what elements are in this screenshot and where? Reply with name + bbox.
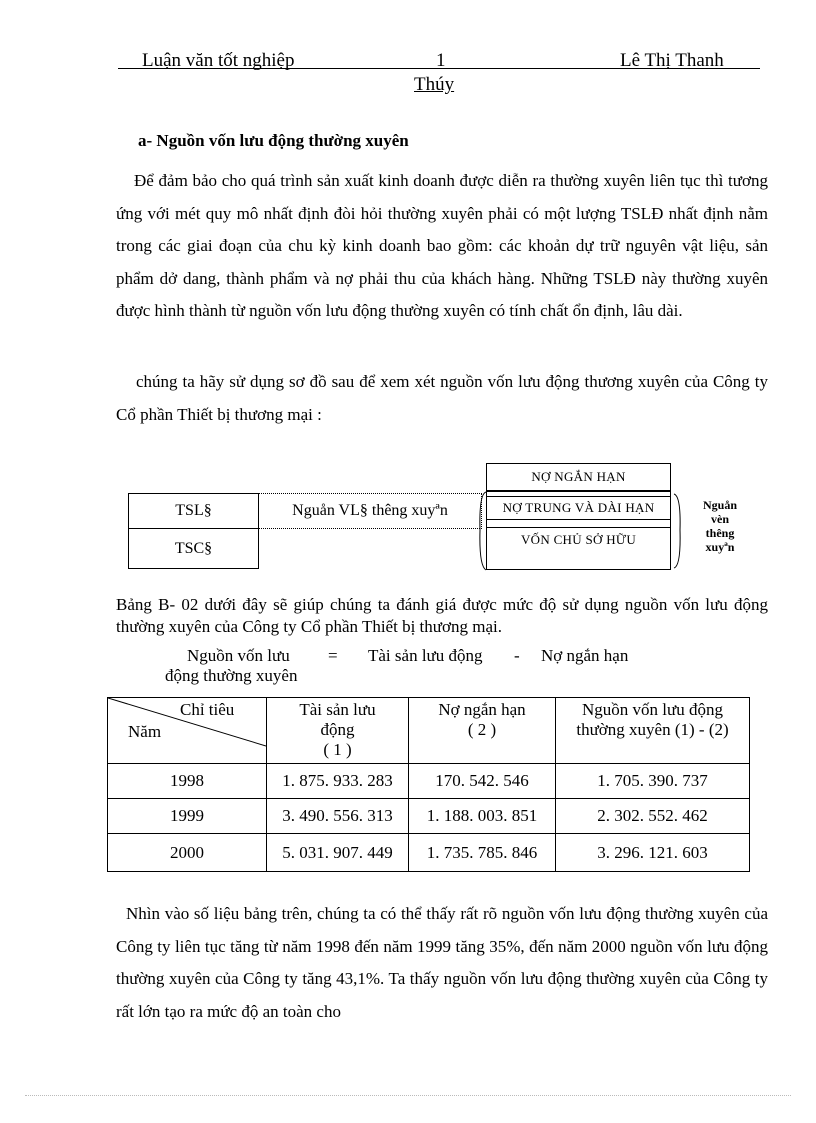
page-number: 1 [436,50,446,71]
box-middle: Nguån VL§ thêng xuyªn [258,493,482,529]
right-brace-icon [672,492,684,570]
formula-lhs-1: Nguồn vốn lưu [187,646,290,665]
side-label: Nguån vèn thêng xuyªn [702,498,737,554]
table-row: 1999 3. 490. 556. 313 1. 188. 003. 851 2. 302. 552. 462 [108,799,750,834]
box-long-debt: NỢ TRUNG VÀ DÀI HẠN [486,496,671,520]
corner-cell: Chỉ tiêu Năm [108,698,267,764]
header-rule [118,68,760,69]
box-tsl: TSL§ [128,493,259,529]
table-header-row [108,698,750,764]
formula-equals: = [328,646,338,665]
col-header-3: Nguồn vốn lưu động thường xuyên (1) - (2) [556,698,750,764]
box-equity: VỐN CHỦ SỞ HỮU [486,527,671,551]
header-right: Lê Thị Thanh [620,50,724,71]
formula-term2: Nợ ngắn hạn [541,646,629,665]
paragraph-1: Để đảm bảo cho quá trình sản xuất kinh doanh được diễn ra thường xuyên liên tục thì tương ứng với mét quy mô nhất định đòi hỏi thường xuyên phải có một lượng TSLĐ nhất định nằm trong các giai đoạn của chu kỳ kinh doanh bao gồm: các khoản dự trữ nguyên vật liệu, sản phẩm dở dang, thành phẩm và nợ phải thu của khách hàng. Những TSLĐ này thường xuyên được hình thành từ nguồn vốn lưu động thường xuyên có tính chất ổn định, lâu dài. [116,171,768,320]
page-bottom-rule [25,1095,791,1096]
formula-minus: - [514,646,520,665]
col-header-1: Tài sản lưu động ( 1 ) [267,698,409,764]
header-left: Luận văn tốt nghiệp [142,50,295,71]
formula-lhs-2: động thường xuyên [165,666,298,685]
col-header-2: Nợ ngắn hạn ( 2 ) [409,698,556,764]
header-right-cont: Thúy [414,74,455,95]
table-row: 2000 5. 031. 907. 449 1. 735. 785. 846 3. 296. 121. 603 [108,834,750,872]
paragraph-2: chúng ta hãy sử dụng sơ đồ sau để xem xét nguồn vốn lưu động thương xuyên của Công ty Cổ phần Thiết bị thương mại : [116,372,768,424]
section-title: a- Nguồn vốn lưu động thường xuyên [138,131,409,150]
box-short-debt: NỢ NGẮN HẠN [486,463,671,491]
formula-term1: Tài sản lưu động [368,646,483,665]
box-tsc: TSC§ [128,528,259,569]
left-brace-icon [476,490,488,572]
working-capital-table [107,697,750,872]
table-row: 1998 1. 875. 933. 283 170. 542. 546 1. 705. 390. 737 [108,764,750,799]
table-intro: Bảng B- 02 dưới đây sẽ giúp chúng ta đánh giá được mức độ sử dụng nguồn vốn lưu động thường xuyên của Công ty Cổ phần Thiết bị thương mại. [116,595,768,636]
paragraph-3: Nhìn vào số liệu bảng trên, chúng ta có thể thấy rất rõ nguồn vốn lưu động thường xuyên của Công ty liên tục tăng từ năm 1998 đến năm 1999 tăng 35%, đến năm 2000 nguồn vốn lưu động thường xuyên của Công ty tăng 43,1%. Ta thấy nguồn vốn lưu động thường xuyên của Công ty rất lớn tạo ra mức độ an toàn cho [116,904,768,1021]
